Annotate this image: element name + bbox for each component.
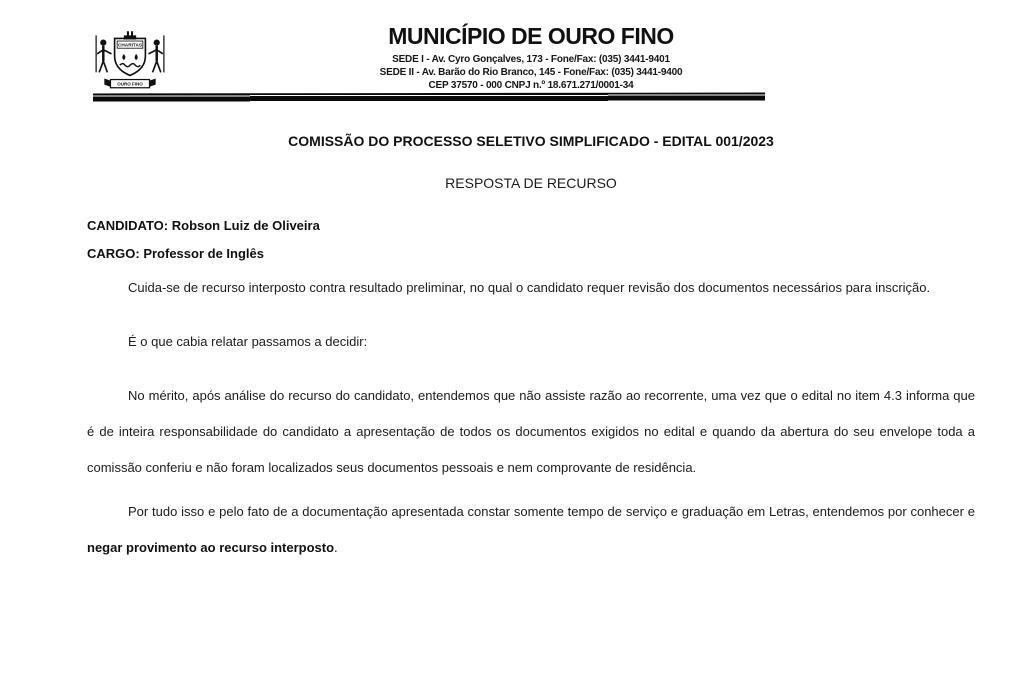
address-line-1: SEDE I - Av. Cyro Gonçalves, 173 - Fone/Fax: (035) 3441-9401 (392, 54, 670, 65)
letterhead (87, 22, 975, 92)
document-title: RESPOSTA DE RECURSO (445, 175, 617, 191)
committee-title: COMISSÃO DO PROCESSO SELETIVO SIMPLIFICADO - EDITAL 001/2023 (288, 133, 774, 149)
position-line: CARGO: Professor de Inglês (87, 246, 264, 261)
paragraph-relato: É o que cabia relatar passamos a decidir: (128, 334, 368, 349)
municipality-name: MUNICÍPIO DE OURO FINO (388, 23, 674, 49)
decision-text-period: . (334, 540, 338, 555)
decision-text-start: Por tudo isso e pelo fato de a documentação apresentada constar somente tempo de serviço e graduação em Letras, entendemos por conhecer e (128, 504, 975, 519)
address-line-2: SEDE II - Av. Barão do Rio Branco, 145 - Fone/Fax: (035) 3441-9400 (379, 67, 683, 78)
coat-of-arms-motto: CHARITAS (117, 43, 143, 49)
paragraph-decisao (87, 494, 975, 566)
address-line-3: CEP 37570 - 000 CNPJ n.º 18.671.271/0001-34 (428, 80, 634, 91)
decision-text-bold: negar provimento ao recurso interposto (87, 540, 335, 555)
paragraph-summary: Cuida-se de recurso interposto contra resultado preliminar, no qual o candidato requer revisão dos documentos necessários para inscrição. (128, 280, 931, 295)
header-divider-rule (93, 93, 765, 103)
paragraph-merito: No mérito, após análise do recurso do candidato, entendemos que não assiste razão ao recorrente, uma vez que o edital no item 4.3 informa que é de inteira responsabilidade do candidato a apresentação de todos os documentos exigidos no edital e quando da abertura do seu envelope toda a comissão conferiu e não foram localizados seus documentos pessoais e nem comprovante de residência. (87, 388, 975, 475)
coat-of-arms-banner: OURO FINO (117, 81, 143, 87)
candidate-line: CANDIDATO: Robson Luiz de Oliveira (87, 218, 320, 233)
